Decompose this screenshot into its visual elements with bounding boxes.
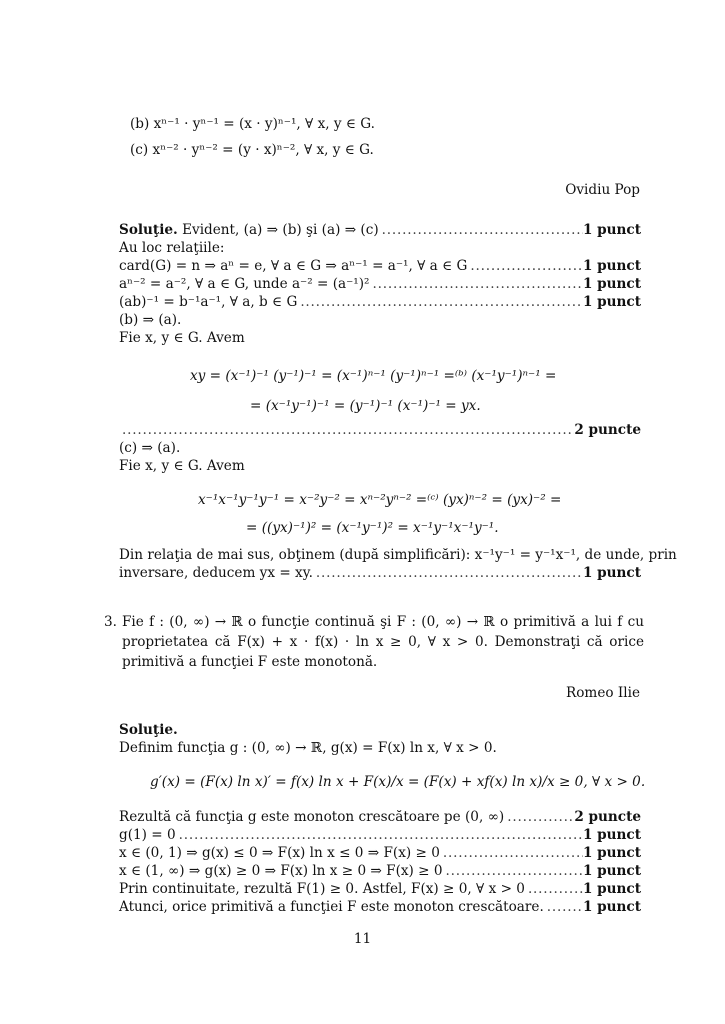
points: 2 puncte	[574, 809, 641, 825]
points: 1 punct	[582, 845, 641, 861]
solution-line-1	[119, 221, 641, 239]
equation-1-points	[119, 421, 641, 439]
points: 1 punct	[582, 565, 641, 581]
equation-2-line-1: x⁻¹x⁻¹y⁻¹y⁻¹ = x⁻²y⁻² = xⁿ⁻²yⁿ⁻² =⁽ᶜ⁾ (yx)ⁿ⁻² = (yx)⁻² =	[198, 492, 562, 508]
step-3	[119, 844, 641, 862]
step-1	[119, 808, 641, 826]
relation-1	[119, 257, 641, 275]
author-ovidiu-pop: Ovidiu Pop	[565, 182, 640, 198]
step-3-text: x ∈ (0, 1) ⇒ g(x) ≤ 0 ⇒ F(x) ln x ≤ 0 ⇒ F(x) ≥ 0	[119, 845, 440, 861]
c-implies-a: (c) ⇒ (a).	[119, 440, 181, 456]
relation-3	[119, 293, 641, 311]
solution-line-1-text: Evident, (a) ⇒ (b) şi (a) ⇒ (c)	[182, 222, 379, 238]
solution-label-2: Soluţie.	[119, 722, 178, 738]
points: 1 punct	[582, 863, 641, 879]
relation-2	[119, 275, 641, 293]
equation-1-line-2: = (x⁻¹y⁻¹)⁻¹ = (y⁻¹)⁻¹ (x⁻¹)⁻¹ = yx.	[250, 398, 481, 414]
points: 1 punct	[582, 276, 641, 292]
fie-x-y-1: Fie x, y ∈ G. Avem	[119, 330, 245, 346]
conclusion-line-1: Din relaţia de mai sus, obţinem (după simplificări): x⁻¹y⁻¹ = y⁻¹x⁻¹, de unde, prin	[119, 547, 677, 563]
points: 1 punct	[582, 827, 641, 843]
step-5-text: Prin continuitate, rezultă F(1) ≥ 0. Astfel, F(x) ≥ 0, ∀ x > 0	[119, 881, 525, 897]
relation-3-text: (ab)⁻¹ = b⁻¹a⁻¹, ∀ a, b ∈ G	[119, 294, 298, 310]
step-6-text: Atunci, orice primitivă a funcţiei F este monoton crescătoare.	[119, 899, 544, 915]
points: 1 punct	[582, 222, 641, 238]
points: 2 puncte	[574, 422, 641, 438]
step-2	[119, 826, 641, 844]
relations-intro: Au loc relaţiile:	[119, 240, 225, 256]
step-1-text: Rezultă că funcţia g este monoton crescătoare pe (0, ∞)	[119, 809, 505, 825]
points: 1 punct	[582, 294, 641, 310]
item-b: (b) xⁿ⁻¹ · yⁿ⁻¹ = (x · y)ⁿ⁻¹, ∀ x, y ∈ G.	[130, 116, 375, 132]
page-number: 11	[353, 931, 372, 947]
define-g: Definim funcţia g : (0, ∞) → ℝ, g(x) = F(x) ln x, ∀ x > 0.	[119, 740, 497, 756]
step-2-text: g(1) = 0	[119, 827, 176, 843]
points: 1 punct	[582, 899, 641, 915]
solution-label: Soluţie.	[119, 222, 178, 238]
equation-2-line-2: = ((yx)⁻¹)² = (x⁻¹y⁻¹)² = x⁻¹y⁻¹x⁻¹y⁻¹.	[246, 520, 499, 536]
relation-2-text: aⁿ⁻² = a⁻², ∀ a ∈ G, unde a⁻² = (a⁻¹)²	[119, 276, 370, 292]
problem-3-statement: Fie f : (0, ∞) → ℝ o funcţie continuă şi F : (0, ∞) → ℝ o primitivă a lui f cu proprietatea că F(x) + x · f(x) · ln x ≥ 0, ∀ x > 0. Demonstraţi că orice primitivă a funcţiei F este monotonă.	[122, 614, 644, 670]
fie-x-y-2: Fie x, y ∈ G. Avem	[119, 458, 245, 474]
step-4	[119, 862, 641, 880]
derivative-equation: g′(x) = (F(x) ln x)′ = f(x) ln x + F(x)/x = (F(x) + xf(x) ln x)/x ≥ 0, ∀ x > 0.	[150, 774, 646, 790]
step-6	[119, 898, 641, 916]
conclusion-line-2	[119, 564, 641, 582]
conclusion-line-2-text: inversare, deducem yx = xy.	[119, 565, 313, 581]
step-5	[119, 880, 641, 898]
item-c: (c) xⁿ⁻² · yⁿ⁻² = (y · x)ⁿ⁻², ∀ x, y ∈ G.	[130, 142, 374, 158]
step-4-text: x ∈ (1, ∞) ⇒ g(x) ≥ 0 ⇒ F(x) ln x ≥ 0 ⇒ F(x) ≥ 0	[119, 863, 443, 879]
b-implies-a: (b) ⇒ (a).	[119, 312, 182, 328]
points: 1 punct	[582, 881, 641, 897]
points: 1 punct	[582, 258, 641, 274]
problem-3	[104, 612, 644, 672]
problem-number: 3.	[104, 614, 117, 630]
equation-1-line-1: xy = (x⁻¹)⁻¹ (y⁻¹)⁻¹ = (x⁻¹)ⁿ⁻¹ (y⁻¹)ⁿ⁻¹ =⁽ᵇ⁾ (x⁻¹y⁻¹)ⁿ⁻¹ =	[190, 368, 557, 384]
author-romeo-ilie: Romeo Ilie	[566, 685, 640, 701]
relation-1-text: card(G) = n ⇒ aⁿ = e, ∀ a ∈ G ⇒ aⁿ⁻¹ = a⁻¹, ∀ a ∈ G	[119, 258, 468, 274]
